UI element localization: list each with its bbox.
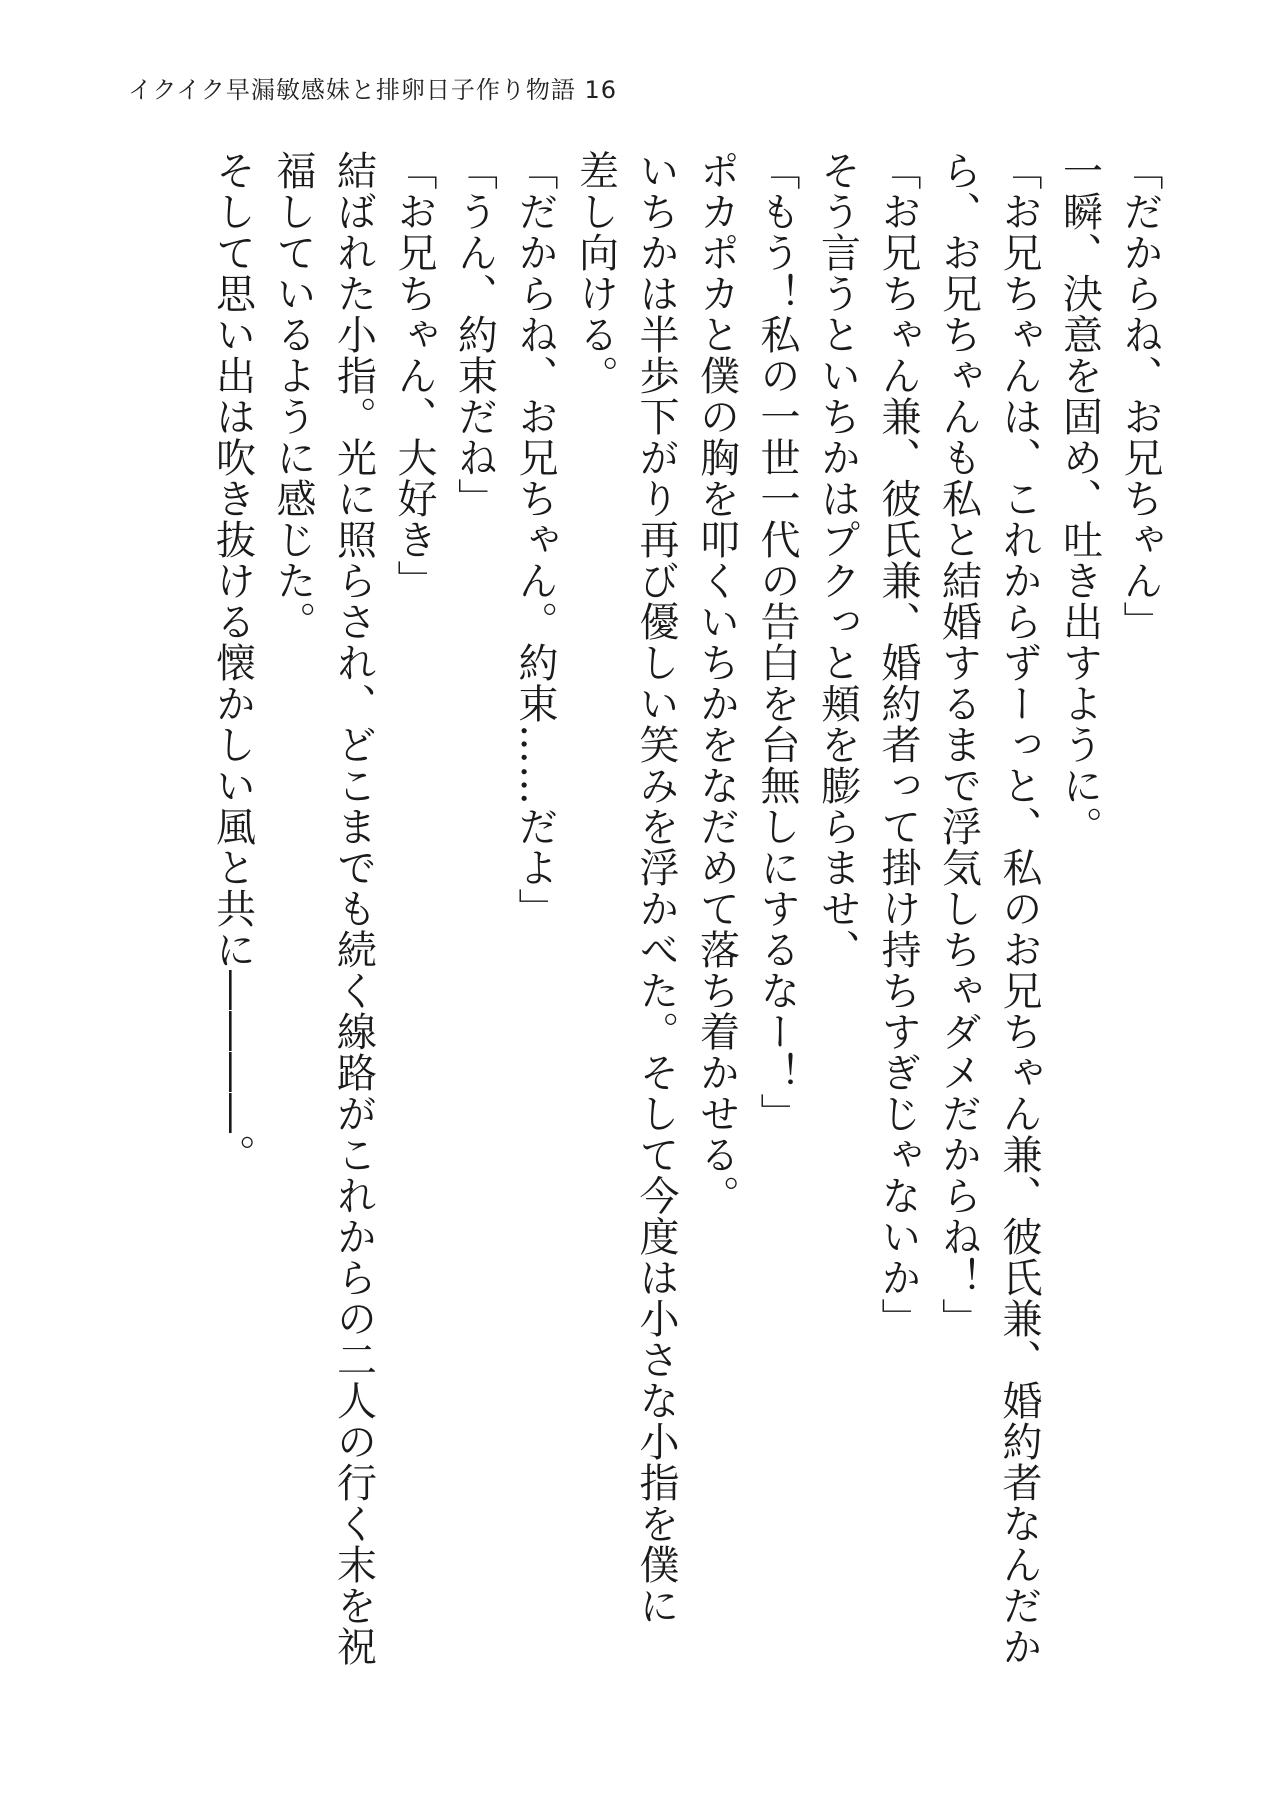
- text-line: いちかは半歩下がり再び優しい笑みを浮かべた。そして今度は小さな小指を僕に: [633, 150, 679, 1626]
- text-line: 「お兄ちゃんは、これからずーっと、私のお兄ちゃん兼、彼氏兼、婚約者なんだか: [996, 150, 1042, 1667]
- text-line: ら、お兄ちゃんも私と結婚するまで浮気しちゃダメだからね！」: [935, 150, 982, 1339]
- text-line: 福しているように感じた。: [270, 150, 316, 642]
- text-line: そう言うといちかはプクっと頬を膨らませ、: [814, 150, 861, 970]
- text-line: 「だからね、お兄ちゃん。約束……だよ」: [512, 150, 558, 929]
- text-line: 一瞬、決意を固め、吐き出すように。: [1056, 150, 1103, 847]
- text-line: 「だからね、お兄ちゃん」: [1117, 150, 1163, 642]
- text-line: 「もう！私の一世一代の告白を台無しにするなー！」: [754, 150, 800, 1134]
- text-line: 差し向ける。: [572, 150, 619, 396]
- text-line: そして思い出は吹き抜ける懐かしい風と共に――――。: [209, 150, 256, 1175]
- vertical-body-text: [202, 150, 1170, 1690]
- text-line: 結ばれた小指。光に照らされ、どこまでも続く線路がこれからの二人の行く末を祝: [330, 150, 377, 1667]
- text-line: ポカポカと僕の胸を叩くいちかをなだめて落ち着かせる。: [693, 150, 740, 1216]
- text-line: 「お兄ちゃん兼、彼氏兼、婚約者って掛け持ちすぎじゃないか」: [875, 150, 921, 1339]
- running-header: イクイク早漏敏感妹と排卵日子作り物語 16: [128, 76, 618, 104]
- text-line: 「お兄ちゃん、大好き」: [391, 150, 437, 601]
- text-line: 「うん、約束だね」: [451, 150, 498, 519]
